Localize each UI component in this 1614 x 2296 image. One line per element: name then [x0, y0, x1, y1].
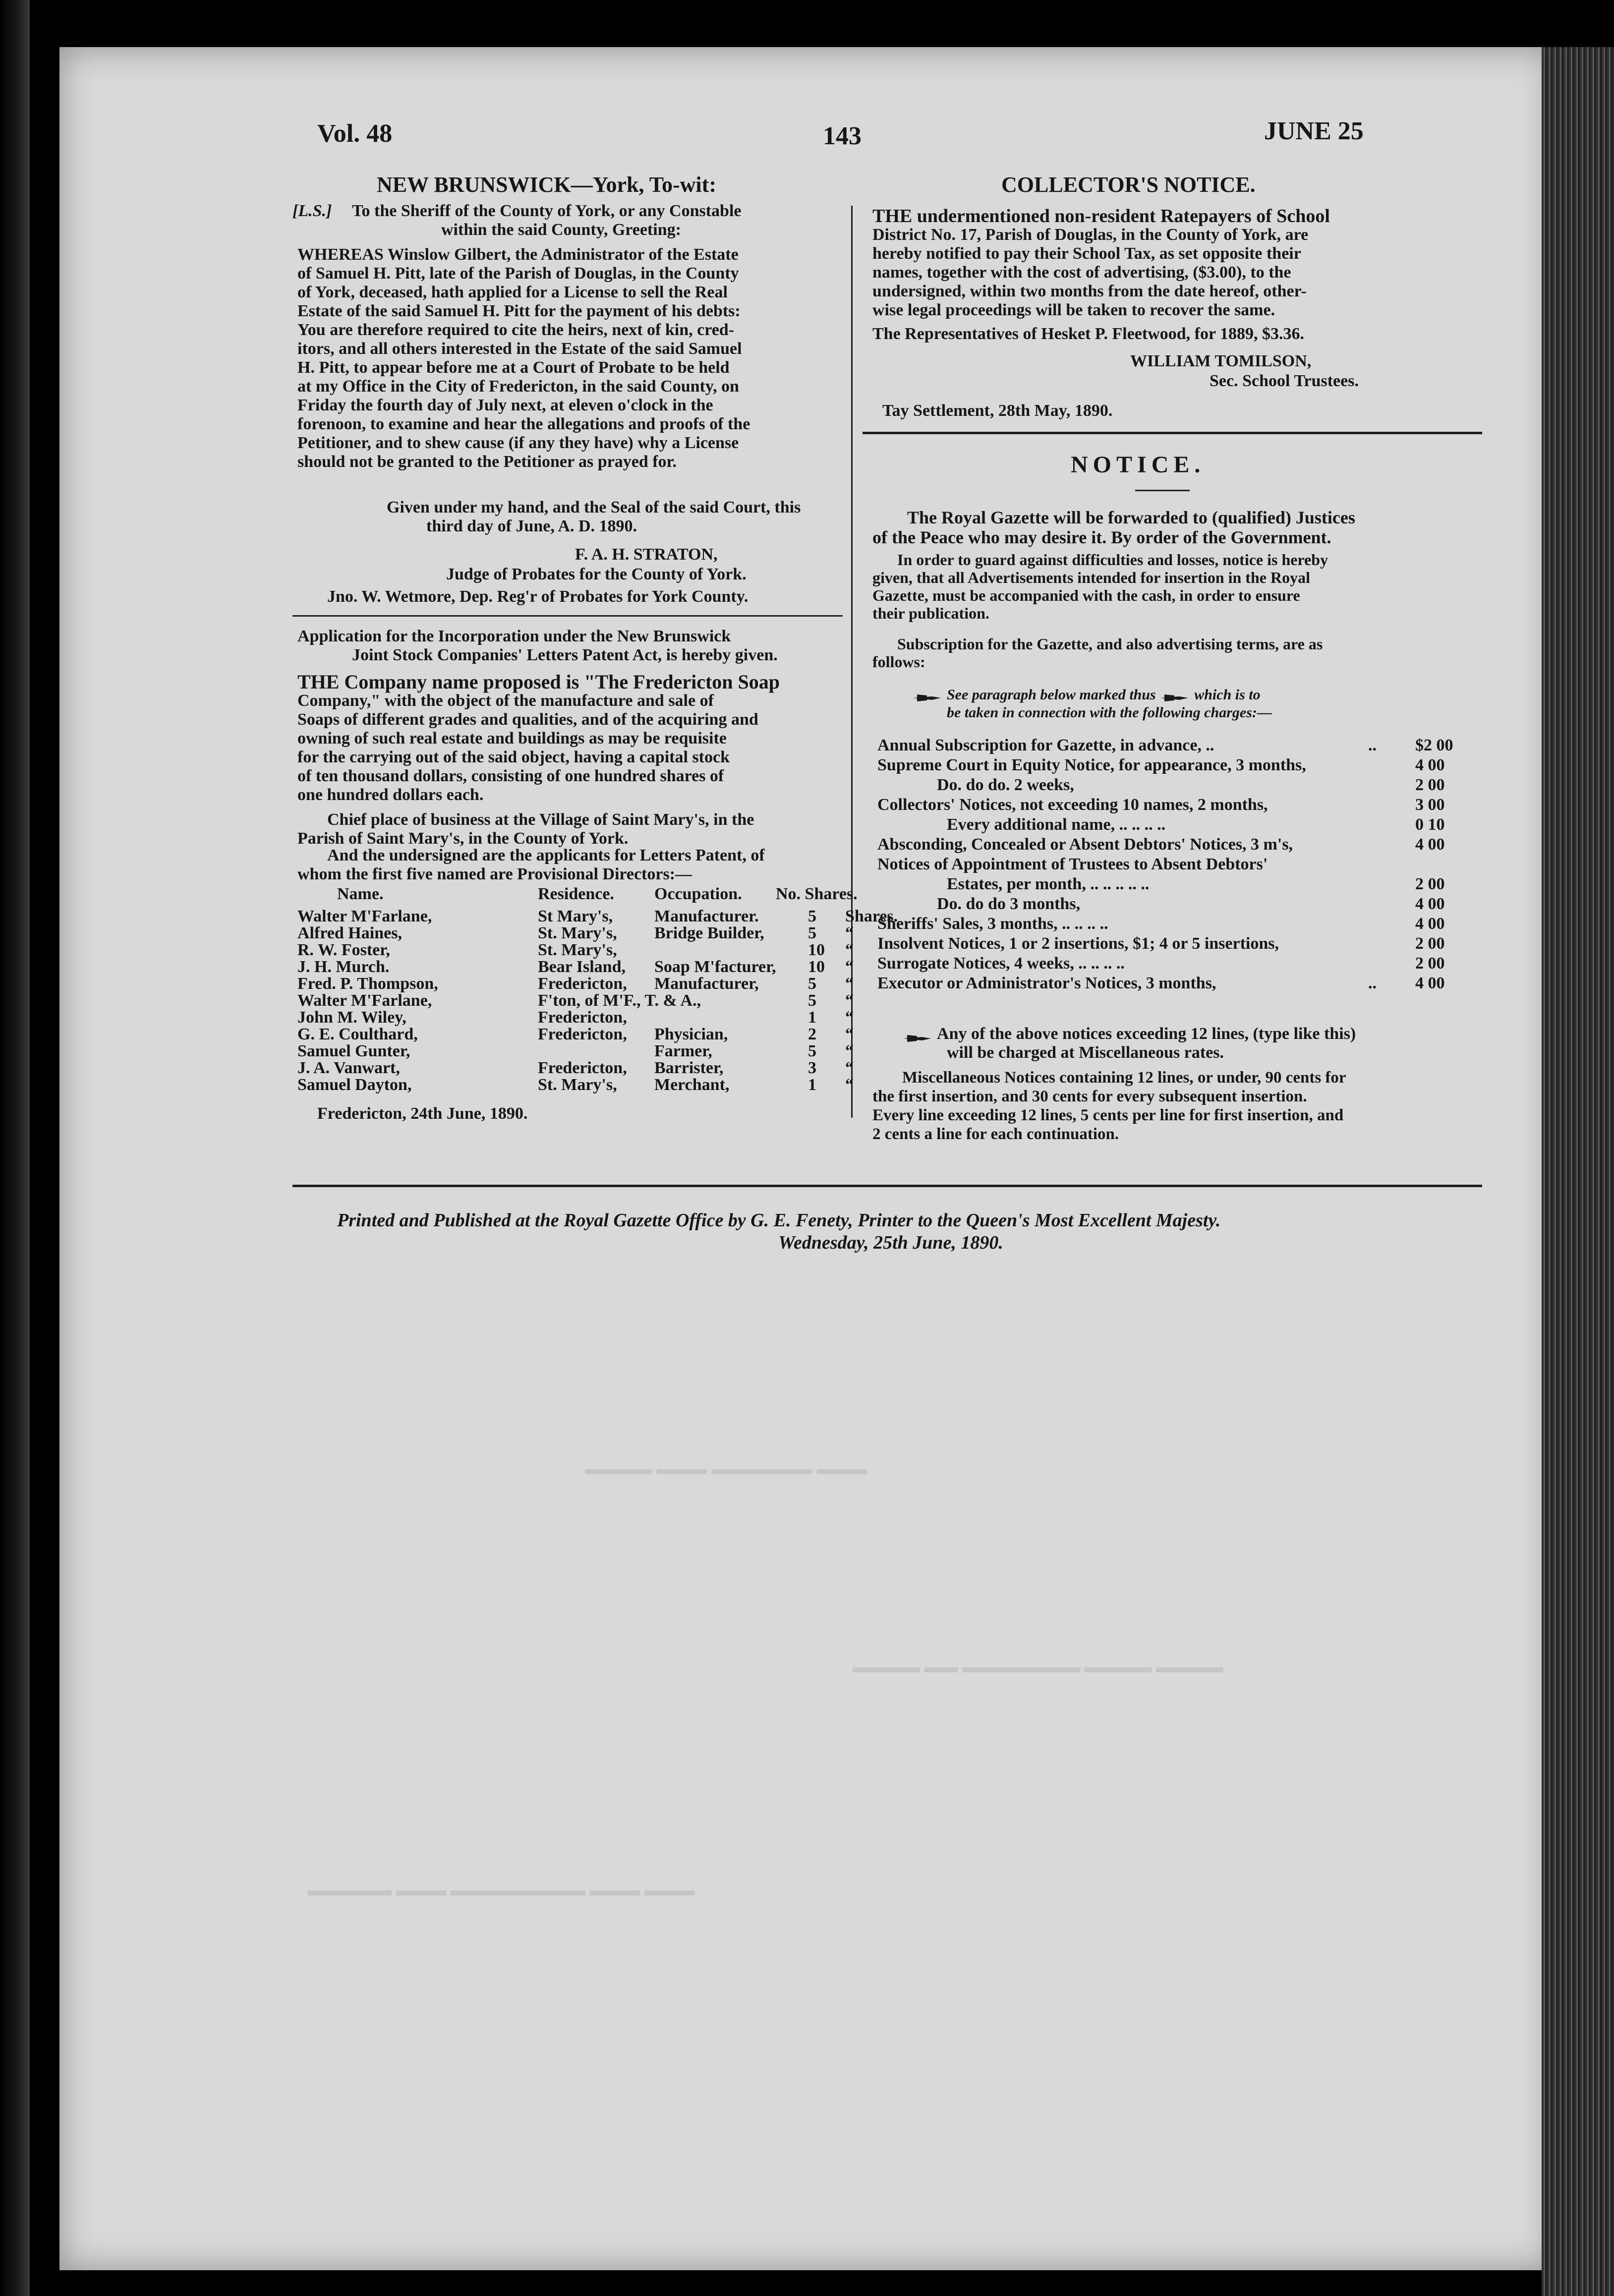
table-cell: Manufacturer.	[654, 907, 759, 925]
table-cell: Fredericton,	[538, 975, 627, 993]
footer-imprint: Printed and Published at the Royal Gazette Office by G. E. Fenety, Printer to the Queen's Most Excellent Majesty.	[337, 1210, 1221, 1231]
table-cell: “	[845, 941, 854, 959]
table-cell: “	[845, 1008, 854, 1027]
collector-body-line: hereby notified to pay their School Tax, as set opposite their	[872, 244, 1301, 263]
pointing-hand-icon	[912, 690, 942, 701]
table-cell: 5	[808, 1042, 816, 1060]
table-cell: St. Mary's,	[538, 924, 617, 942]
probate-registrar: Jno. W. Wetmore, Dep. Reg'r of Probates for York County.	[327, 587, 749, 606]
incorporation-intro-line: Joint Stock Companies' Letters Patent Act, is hereby given.	[352, 646, 778, 664]
table-cell: 10	[808, 941, 825, 959]
table-cell: Alfred Haines,	[297, 924, 402, 942]
footer-date: Wednesday, 25th June, 1890.	[778, 1232, 1003, 1253]
rate-label: Collectors' Notices, not exceeding 10 names, 2 months,	[877, 796, 1268, 814]
incorporation-body-line: Company," with the object of the manufacture and sale of	[297, 691, 714, 710]
rate-leader: ..	[1368, 974, 1377, 992]
table-cell: J. H. Murch.	[297, 958, 390, 976]
table-cell: Barrister,	[654, 1059, 724, 1077]
rate-label: Sheriffs' Sales, 3 months, .. .. .. ..	[877, 915, 1108, 933]
book-edge-right	[1542, 47, 1614, 2296]
rate-leader: ..	[1368, 736, 1377, 754]
rate-label: Executor or Administrator's Notices, 3 months,	[877, 974, 1216, 992]
rate-label: Do. do do. 2 weeks,	[937, 776, 1074, 794]
table-cell: 10	[808, 958, 825, 976]
collector-signer: WILLIAM TOMILSON,	[1130, 352, 1312, 370]
misc-note-line2: will be charged at Miscellaneous rates.	[947, 1043, 1224, 1062]
table-cell: Farmer,	[654, 1042, 712, 1060]
pointer-note-lead: See paragraph below marked thus	[947, 687, 1156, 703]
pointer-note-line2: be taken in connection with the following charges:—	[947, 704, 1272, 721]
probate-body-line: H. Pitt, to appear before me at a Court of Probate to be held	[297, 358, 730, 377]
notice-para3-line: Subscription for the Gazette, and also advertising terms, are as	[897, 635, 1323, 653]
rate-amount: 2 00	[1415, 954, 1445, 973]
rate-label: Supreme Court in Equity Notice, for appearance, 3 months,	[877, 756, 1306, 774]
probate-body-line: Petitioner, and to shew cause (if any they have) why a License	[297, 434, 739, 452]
collector-body-line: District No. 17, Parish of Douglas, in the County of York, are	[872, 226, 1309, 244]
table-cell: F'ton, of M'F., T. & A.,	[538, 991, 701, 1010]
incorporation-intro-line: Application for the Incorporation under the New Brunswick	[297, 627, 731, 645]
probate-body-line: should not be granted to the Petitioner as prayed for.	[297, 453, 677, 471]
issue-date: JUNE 25	[1264, 117, 1364, 145]
probate-body-line: at my Office in the City of Fredericton, in the said County, on	[297, 377, 739, 396]
rate-label: Annual Subscription for Gazette, in advance, ..	[877, 736, 1214, 754]
table-header: Residence.	[538, 885, 614, 903]
page-number: 143	[823, 122, 862, 150]
collector-body-line: undersigned, within two months from the date hereof, other-	[872, 282, 1307, 300]
rate-amount: 4 00	[1415, 895, 1445, 913]
table-cell: Manufacturer,	[654, 975, 759, 993]
notice-para3-line: follows:	[872, 653, 925, 671]
notice-heading: NOTICE.	[1071, 452, 1206, 478]
rate-amount: 4 00	[1415, 915, 1445, 933]
table-cell: “	[845, 975, 854, 993]
table-cell: “	[845, 1076, 854, 1094]
table-cell: 3	[808, 1059, 816, 1077]
collector-body-line: names, together with the cost of advertising, ($3.00), to the	[872, 263, 1291, 282]
table-cell: “	[845, 1025, 854, 1043]
notice-para2-line: Gazette, must be accompanied with the cash, in order to ensure	[872, 586, 1300, 604]
table-cell: Bear Island,	[538, 958, 626, 976]
probate-body-line: WHEREAS Winslow Gilbert, the Administrator of the Estate	[297, 245, 739, 264]
rate-amount: $2 00	[1415, 736, 1453, 754]
incorporation-body-line: of ten thousand dollars, consisting of one hundred shares of	[297, 767, 724, 785]
bleed-through-text-3: ▬▬▬▬▬ ▬▬▬ ▬▬▬▬▬▬▬▬ ▬▬▬ ▬▬▬	[307, 1881, 695, 1899]
collector-signer-title: Sec. School Trustees.	[1210, 372, 1359, 390]
table-cell: St Mary's,	[538, 907, 613, 925]
table-cell: R. W. Foster,	[297, 941, 390, 959]
table-cell: Walter M'Farlane,	[297, 907, 432, 925]
incorporation-body-line: for the carrying out of the said object, having a capital stock	[297, 748, 730, 766]
incorporation-body-line: THE Company name proposed is "The Fredericton Soap	[297, 671, 780, 693]
probate-heading: NEW BRUNSWICK—York, To-wit:	[377, 172, 716, 197]
misc-rate-line: Every line exceeding 12 lines, 5 cents per line for first insertion, and	[872, 1106, 1344, 1124]
probate-body-line: of Samuel H. Pitt, late of the Parish of Douglas, in the County	[297, 264, 739, 283]
table-cell: 5	[808, 991, 816, 1010]
bleed-through-text-1: ▬▬▬▬ ▬▬▬ ▬▬▬▬▬▬ ▬▬▬	[585, 1460, 867, 1478]
incorporation-place-line: Parish of Saint Mary's, in the County of York.	[297, 829, 629, 848]
table-header: Occupation.	[654, 885, 742, 903]
rate-amount: 4 00	[1415, 835, 1445, 854]
rate-label: Notices of Appointment of Trustees to Absent Debtors'	[877, 855, 1268, 873]
table-cell: Walter M'Farlane,	[297, 991, 432, 1010]
table-cell: “	[845, 924, 854, 942]
rate-label: Surrogate Notices, 4 weeks, .. .. .. ..	[877, 954, 1125, 973]
table-header: No. Shares.	[776, 885, 858, 903]
table-cell: St. Mary's,	[538, 941, 617, 959]
misc-rate-line: the first insertion, and 30 cents for every subsequent insertion.	[872, 1088, 1307, 1105]
pointer-note	[912, 687, 1261, 703]
table-cell: 1	[808, 1076, 816, 1094]
probate-body-line: Estate of the said Samuel H. Pitt for the payment of his debts:	[297, 302, 741, 320]
table-cell: “	[845, 1042, 854, 1060]
table-cell: Fredericton,	[538, 1025, 627, 1043]
table-cell: Shares.	[845, 907, 898, 925]
rate-amount: 4 00	[1415, 974, 1445, 992]
table-cell: Soap M'facturer,	[654, 958, 776, 976]
misc-rate-line: 2 cents a line for each continuation.	[872, 1125, 1119, 1143]
footer-rule	[292, 1185, 1482, 1187]
collector-rule	[863, 432, 1482, 434]
collector-entry: The Representatives of Hesket P. Fleetwood, for 1889, $3.36.	[872, 325, 1304, 343]
probate-body-line: itors, and all others interested in the Estate of the said Samuel	[297, 340, 742, 358]
incorporation-body-line: one hundred dollars each.	[297, 786, 484, 804]
rate-amount: 2 00	[1415, 875, 1445, 893]
probate-body-line: of York, deceased, hath applied for a License to sell the Real	[297, 283, 728, 301]
notice-short-rule	[1135, 490, 1190, 491]
incorporation-dateline: Fredericton, 24th June, 1890.	[317, 1104, 528, 1123]
table-cell: John M. Wiley,	[297, 1008, 406, 1027]
table-cell: “	[845, 1059, 854, 1077]
probate-given-line: Given under my hand, and the Seal of the said Court, this	[387, 498, 801, 517]
table-cell: Physician,	[654, 1025, 728, 1043]
misc-note-line1: Any of the above notices exceeding 12 lines, (type like this)	[937, 1025, 1356, 1043]
probate-signer-title: Judge of Probates for the County of York.	[446, 565, 747, 583]
table-header: Name.	[337, 885, 384, 903]
rate-label: Estates, per month, .. .. .. .. ..	[947, 875, 1150, 893]
rate-label: Every additional name, .. .. .. ..	[947, 815, 1166, 834]
book-edge-left	[0, 0, 30, 2296]
probate-body-line: You are therefore required to cite the heirs, next of kin, cred-	[297, 321, 735, 339]
table-cell: 1	[808, 1008, 816, 1027]
notice-para2-line: In order to guard against difficulties and losses, notice is hereby	[897, 551, 1328, 569]
table-cell: Fredericton,	[538, 1059, 627, 1077]
rate-amount: 4 00	[1415, 756, 1445, 774]
collector-dateline: Tay Settlement, 28th May, 1890.	[882, 402, 1113, 420]
seal-mark: [L.S.]	[292, 202, 332, 220]
incorporation-place-line: Chief place of business at the Village of Saint Mary's, in the	[327, 810, 754, 829]
notice-para2-line: their publication.	[872, 604, 989, 622]
misc-note	[902, 1025, 1356, 1043]
pointing-hand-icon	[902, 1030, 932, 1040]
misc-rate-line: Miscellaneous Notices containing 12 lines, or under, 90 cents for	[902, 1069, 1346, 1087]
probate-rule	[292, 615, 843, 617]
probate-address-line: To the Sheriff of the County of York, or any Constable	[352, 202, 742, 220]
probate-address-line: within the said County, Greeting:	[441, 221, 681, 239]
table-cell: 5	[808, 975, 816, 993]
table-cell: Samuel Dayton,	[297, 1076, 412, 1094]
table-cell: “	[845, 991, 854, 1010]
rate-amount: 2 00	[1415, 776, 1445, 794]
notice-para1-line: The Royal Gazette will be forwarded to (qualified) Justices	[907, 508, 1355, 527]
probate-signer: F. A. H. STRATON,	[575, 545, 718, 564]
gazette-page	[59, 47, 1554, 2270]
table-cell: 5	[808, 924, 816, 942]
table-cell: G. E. Coulthard,	[297, 1025, 418, 1043]
rate-amount: 0 10	[1415, 815, 1445, 834]
collector-body-line: wise legal proceedings will be taken to recover the same.	[872, 301, 1275, 319]
table-cell: Bridge Builder,	[654, 924, 764, 942]
probate-body-line: forenoon, to examine and hear the allegations and proofs of the	[297, 415, 750, 433]
incorporation-body-line: Soaps of different grades and qualities, and of the acquiring and	[297, 710, 758, 729]
incorporation-applicants-line: whom the first five named are Provisional Directors:—	[297, 865, 692, 883]
pointing-hand-icon	[1159, 690, 1189, 701]
rate-label: Insolvent Notices, 1 or 2 insertions, $1; 4 or 5 insertions,	[877, 934, 1279, 953]
rate-amount: 3 00	[1415, 796, 1445, 814]
collector-body-line: THE undermentioned non-resident Ratepayers of School	[872, 206, 1330, 227]
bleed-through-text-2: ▬▬▬▬ ▬▬ ▬▬▬▬▬▬▬ ▬▬▬▬ ▬▬▬▬	[853, 1658, 1223, 1676]
notice-para2-line: given, that all Advertisements intended for insertion in the Royal	[872, 569, 1310, 586]
pointer-note-tail: which is to	[1194, 687, 1261, 703]
table-cell: J. A. Vanwart,	[297, 1059, 400, 1077]
table-cell: Merchant,	[654, 1076, 730, 1094]
table-cell: St. Mary's,	[538, 1076, 617, 1094]
collector-heading: COLLECTOR'S NOTICE.	[1001, 172, 1256, 197]
notice-para1-line: of the Peace who may desire it. By order of the Government.	[872, 527, 1331, 547]
rate-label: Absconding, Concealed or Absent Debtors' Notices, 3 m's,	[877, 835, 1293, 854]
table-cell: Samuel Gunter,	[297, 1042, 410, 1060]
rate-amount: 2 00	[1415, 934, 1445, 953]
probate-given-line: third day of June, A. D. 1890.	[426, 517, 637, 535]
table-cell: Fred. P. Thompson,	[297, 975, 438, 993]
incorporation-body-line: owning of such real estate and buildings as may be requisite	[297, 729, 727, 747]
table-cell: Fredericton,	[538, 1008, 627, 1027]
table-cell: 2	[808, 1025, 816, 1043]
probate-body-line: Friday the fourth day of July next, at eleven o'clock in the	[297, 396, 713, 414]
table-cell: 5	[808, 907, 816, 925]
incorporation-applicants-line: And the undersigned are the applicants for Letters Patent, of	[327, 846, 765, 864]
rate-label: Do. do do 3 months,	[937, 895, 1081, 913]
volume-label: Vol. 48	[317, 119, 393, 148]
table-cell: “	[845, 958, 854, 976]
